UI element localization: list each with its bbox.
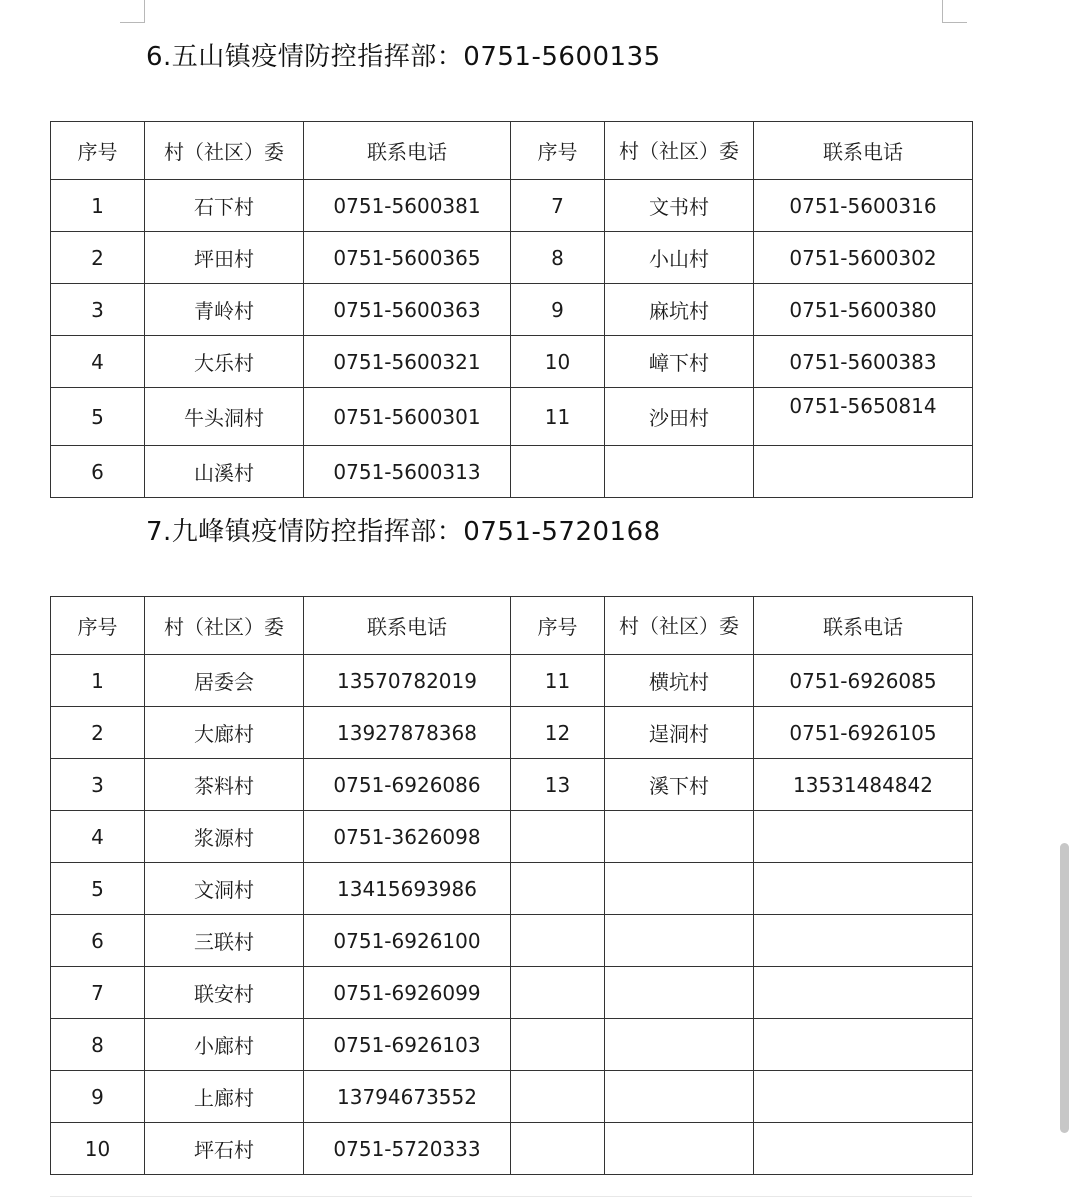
phone-cell-left: 0751-3626098 bbox=[304, 811, 511, 863]
table-row bbox=[51, 655, 973, 707]
serial-cell-left: 5 bbox=[51, 388, 145, 446]
village-name-cell-left: 联安村 bbox=[145, 967, 304, 1019]
village-name-cell-right: 麻坑村 bbox=[605, 284, 754, 336]
table-row bbox=[51, 863, 973, 915]
serial-cell-left: 10 bbox=[51, 1123, 145, 1175]
table-row bbox=[51, 388, 973, 446]
phone-cell-left: 0751-5600363 bbox=[304, 284, 511, 336]
village-name-cell-right: 逞洞村 bbox=[605, 707, 754, 759]
phone-cell-right bbox=[754, 1019, 973, 1071]
serial-cell-right bbox=[511, 1123, 605, 1175]
phone-cell-left: 0751-5720333 bbox=[304, 1123, 511, 1175]
serial-cell-right: 9 bbox=[511, 284, 605, 336]
phone-cell-left: 13415693986 bbox=[304, 863, 511, 915]
village-name-cell-left: 小廊村 bbox=[145, 1019, 304, 1071]
village-name-cell-left: 坪石村 bbox=[145, 1123, 304, 1175]
serial-cell-right bbox=[511, 811, 605, 863]
phone-cell-right bbox=[754, 811, 973, 863]
phone-cell-left: 0751-5600381 bbox=[304, 180, 511, 232]
table-row bbox=[51, 1071, 973, 1123]
table-row bbox=[51, 180, 973, 232]
phone-cell-right bbox=[754, 967, 973, 1019]
serial-cell-right bbox=[511, 967, 605, 1019]
village-name-cell-right: 嶂下村 bbox=[605, 336, 754, 388]
phone-cell-left: 0751-5600313 bbox=[304, 446, 511, 498]
section-title-wushan: 6.五山镇疫情防控指挥部：0751-5600135 bbox=[146, 42, 661, 72]
village-name-cell-right bbox=[605, 967, 754, 1019]
table-header-row bbox=[51, 122, 973, 180]
serial-cell-left: 3 bbox=[51, 759, 145, 811]
serial-cell-left: 9 bbox=[51, 1071, 145, 1123]
phone-cell-right: 0751-6926105 bbox=[754, 707, 973, 759]
phone-cell-left: 0751-6926103 bbox=[304, 1019, 511, 1071]
table-row bbox=[51, 1019, 973, 1071]
village-name-cell-right: 溪下村 bbox=[605, 759, 754, 811]
serial-cell-left: 1 bbox=[51, 180, 145, 232]
phone-cell-left: 0751-6926099 bbox=[304, 967, 511, 1019]
phone-cell-right: 0751-5600380 bbox=[754, 284, 973, 336]
table-row bbox=[51, 336, 973, 388]
phone-cell-right bbox=[754, 1071, 973, 1123]
header-serial-right: 序号 bbox=[511, 122, 605, 180]
table-row bbox=[51, 284, 973, 336]
village-name-cell-right: 沙田村 bbox=[605, 388, 754, 446]
village-name-cell-left: 大乐村 bbox=[145, 336, 304, 388]
phone-cell-left: 0751-5600365 bbox=[304, 232, 511, 284]
village-name-cell-left: 坪田村 bbox=[145, 232, 304, 284]
header-village-left: 村（社区）委 bbox=[145, 597, 304, 655]
contact-table-wushan bbox=[50, 121, 973, 498]
table-row bbox=[51, 707, 973, 759]
serial-cell-left: 6 bbox=[51, 446, 145, 498]
village-name-cell-left: 三联村 bbox=[145, 915, 304, 967]
phone-cell-right bbox=[754, 915, 973, 967]
table-row bbox=[51, 1123, 973, 1175]
serial-cell-left: 7 bbox=[51, 967, 145, 1019]
phone-cell-right: 0751-5600316 bbox=[754, 180, 973, 232]
serial-cell-right: 7 bbox=[511, 180, 605, 232]
serial-cell-left: 5 bbox=[51, 863, 145, 915]
village-name-cell-right: 横坑村 bbox=[605, 655, 754, 707]
table-row bbox=[51, 446, 973, 498]
page-corner-mark-right bbox=[942, 0, 967, 23]
table-row bbox=[51, 232, 973, 284]
header-phone-right: 联系电话 bbox=[754, 122, 973, 180]
phone-cell-left: 13794673552 bbox=[304, 1071, 511, 1123]
village-name-cell-left: 大廊村 bbox=[145, 707, 304, 759]
table-row bbox=[51, 759, 973, 811]
phone-cell-left: 0751-5600301 bbox=[304, 388, 511, 446]
serial-cell-right: 11 bbox=[511, 388, 605, 446]
serial-cell-right: 13 bbox=[511, 759, 605, 811]
serial-cell-left: 2 bbox=[51, 707, 145, 759]
serial-cell-right: 11 bbox=[511, 655, 605, 707]
village-name-cell-left: 文洞村 bbox=[145, 863, 304, 915]
serial-cell-right bbox=[511, 1071, 605, 1123]
village-name-cell-left: 石下村 bbox=[145, 180, 304, 232]
table-header-row bbox=[51, 597, 973, 655]
village-name-cell-right bbox=[605, 1019, 754, 1071]
serial-cell-left: 4 bbox=[51, 811, 145, 863]
header-phone-right: 联系电话 bbox=[754, 597, 973, 655]
phone-cell-right: 0751-5600383 bbox=[754, 336, 973, 388]
phone-cell-left: 0751-6926086 bbox=[304, 759, 511, 811]
header-village-right: 村（社区）委 bbox=[605, 597, 754, 655]
header-serial-left: 序号 bbox=[51, 122, 145, 180]
section-title-jiufeng: 7.九峰镇疫情防控指挥部：0751-5720168 bbox=[146, 517, 661, 547]
village-name-cell-left: 上廊村 bbox=[145, 1071, 304, 1123]
serial-cell-right: 8 bbox=[511, 232, 605, 284]
village-name-cell-right: 小山村 bbox=[605, 232, 754, 284]
phone-cell-right: 0751-6926085 bbox=[754, 655, 973, 707]
village-name-cell-right bbox=[605, 446, 754, 498]
serial-cell-left: 8 bbox=[51, 1019, 145, 1071]
phone-cell-left: 0751-5600321 bbox=[304, 336, 511, 388]
scrollbar-thumb[interactable] bbox=[1060, 843, 1069, 1133]
header-village-right: 村（社区）委 bbox=[605, 122, 754, 180]
serial-cell-right bbox=[511, 1019, 605, 1071]
header-village-left: 村（社区）委 bbox=[145, 122, 304, 180]
header-serial-right: 序号 bbox=[511, 597, 605, 655]
phone-cell-left: 13570782019 bbox=[304, 655, 511, 707]
village-name-cell-right: 文书村 bbox=[605, 180, 754, 232]
village-name-cell-right bbox=[605, 915, 754, 967]
header-phone-left: 联系电话 bbox=[304, 122, 511, 180]
village-name-cell-left: 青岭村 bbox=[145, 284, 304, 336]
village-name-cell-right bbox=[605, 1123, 754, 1175]
phone-cell-right bbox=[754, 1123, 973, 1175]
serial-cell-left: 1 bbox=[51, 655, 145, 707]
village-name-cell-right bbox=[605, 811, 754, 863]
serial-cell-right: 10 bbox=[511, 336, 605, 388]
village-name-cell-right bbox=[605, 863, 754, 915]
table-row bbox=[51, 915, 973, 967]
serial-cell-right bbox=[511, 863, 605, 915]
serial-cell-right bbox=[511, 915, 605, 967]
phone-cell-right bbox=[754, 446, 973, 498]
contact-table-jiufeng bbox=[50, 596, 973, 1175]
serial-cell-left: 6 bbox=[51, 915, 145, 967]
table-row bbox=[51, 811, 973, 863]
serial-cell-left: 3 bbox=[51, 284, 145, 336]
serial-cell-right: 12 bbox=[511, 707, 605, 759]
table-row bbox=[51, 967, 973, 1019]
phone-cell-right: 13531484842 bbox=[754, 759, 973, 811]
page-corner-mark-left bbox=[120, 0, 145, 23]
serial-cell-left: 2 bbox=[51, 232, 145, 284]
phone-cell-left: 0751-6926100 bbox=[304, 915, 511, 967]
serial-cell-right bbox=[511, 446, 605, 498]
header-phone-left: 联系电话 bbox=[304, 597, 511, 655]
phone-cell-left: 13927878368 bbox=[304, 707, 511, 759]
village-name-cell-left: 牛头洞村 bbox=[145, 388, 304, 446]
page-bottom-divider bbox=[50, 1196, 972, 1197]
village-name-cell-left: 茶料村 bbox=[145, 759, 304, 811]
phone-cell-right bbox=[754, 863, 973, 915]
phone-cell-right: 0751-5600302 bbox=[754, 232, 973, 284]
header-serial-left: 序号 bbox=[51, 597, 145, 655]
serial-cell-left: 4 bbox=[51, 336, 145, 388]
phone-cell-right: 0751-5650814 bbox=[754, 388, 973, 446]
village-name-cell-right bbox=[605, 1071, 754, 1123]
village-name-cell-left: 山溪村 bbox=[145, 446, 304, 498]
village-name-cell-left: 居委会 bbox=[145, 655, 304, 707]
village-name-cell-left: 浆源村 bbox=[145, 811, 304, 863]
